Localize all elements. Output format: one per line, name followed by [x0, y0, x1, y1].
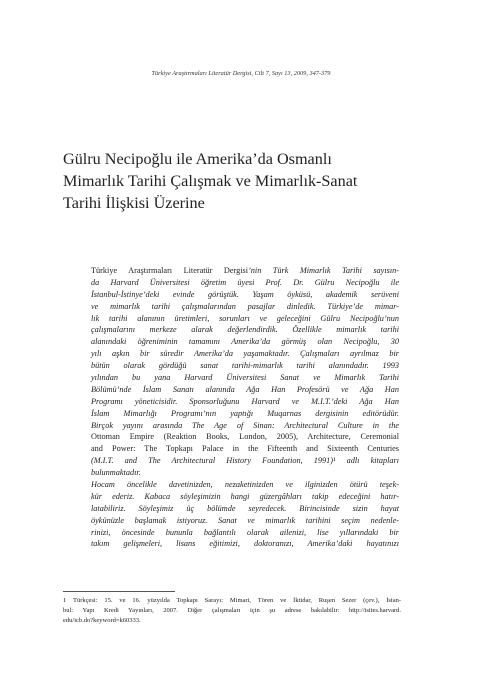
- body-line: alanındaki öğreniminin tamamını Amerika’da görmüş olan Necipoğlu, 30: [91, 337, 399, 347]
- title-line: Gülru Necipoğlu ile Amerika’da Osmanlı: [63, 150, 332, 168]
- body-line: and Power: The Topkapı Palace in the Fifteenth and Sixteenth Centuries: [91, 444, 399, 454]
- body-line: İslam Mimarlığı Programı’nın yaptığı Muqarnas dergisinin editörüdür.: [91, 408, 399, 418]
- body-line: İstanbul-İstinye’deki evinde görüştük. Yaşam öyküsü, akademik serüveni: [91, 289, 399, 299]
- journal-name: Türkiye Araştırmaları Literatür Dergisi: [91, 266, 249, 275]
- body-line: yılı aşkın bir süredir Amerika’da yaşamaktadır. Çalışmaları ayrılmaz bir: [91, 349, 399, 359]
- footnote-line: bul: Yapı Kredi Yayınları, 2007. Diğer çalışmaları için şu adrese bakılabilir: http://isites.harvard.: [63, 607, 401, 614]
- body-line: latabiliriz. Söyleşimiz üç bölümde seyredecek. Birincisinde sizin hayat: [91, 503, 399, 513]
- body-line-text: ’nin Türk Mimarlık Tarihi sayısın-: [248, 266, 399, 275]
- article-body: [91, 265, 399, 550]
- title-line: Mimarlık Tarihi Çalışmak ve Mimarlık-Sanat: [63, 172, 358, 190]
- body-line: Programı yöneticisidir. Sponsorluğunu Harvard ve M.I.T.’deki Ağa Han: [91, 396, 399, 406]
- body-line: Ottoman Empire (Reaktion Books, London, 2005), Architecture, Ceremonial: [91, 432, 399, 442]
- body-line: da Harvard Üniversitesi öğretim üyesi Prof. Dr. Gülru Necipoğlu ile: [91, 277, 399, 287]
- body-line: çalışmalarını merkeze alarak değerlendirdik. Özellikle mimarlık tarihi: [91, 325, 399, 335]
- footnote-line: edu/icb.do?keyword=k60333.: [63, 617, 141, 624]
- title-line: Tarihi İlişkisi Üzerine: [63, 194, 205, 212]
- body-line: takım gelişmeleri, lisans eğitimizi, doktoranızı, Amerika’daki hayatınızı: [91, 539, 399, 549]
- body-line: öykünüzle başlamak istiyoruz. Sanat ve mimarlık tarihini seçim nedenle-: [91, 515, 399, 525]
- body-line: ve mimarlık tarihi çalışmalarından pasajlar dinledik. Türkiye’de mimar-: [91, 301, 399, 311]
- body-line: rinizi, öncesinde bununla bağlantılı olarak ailenizi, lise yıllarındaki bir: [91, 527, 399, 537]
- body-line: kür ederiz. Kabaca söyleşimizin hangi güzergâhları takip edeceğini hatır-: [91, 491, 399, 501]
- body-line: Hocam öncelikle davetinizden, nezaketinizden ve ilginizden ötürü teşek-: [91, 480, 399, 490]
- article-title: [63, 148, 443, 214]
- running-header: Türkiye Araştırmaları Literatür Dergisi, Cilt 7, Sayı 13, 2009, 347-379: [151, 70, 331, 77]
- body-line: bulunmaktadır.: [91, 468, 141, 478]
- footnote: [63, 596, 401, 626]
- body-line: Birçok yayını arasında The Age of Sinan: Architectural Culture in the: [91, 420, 399, 430]
- body-line: [91, 265, 399, 277]
- body-line: bütün olarak gördüğü sanat tarihi-mimarlık tarihi alanındadır. 1993: [91, 361, 399, 371]
- footnote-line: 1 Türkçesi: 15. ve 16. yüzyılda Topkapı Sarayı: Mimari, Tören ve İktidar, Ruşen Sezer (çev.), İstan-: [63, 597, 401, 604]
- footnote-divider: [63, 591, 175, 592]
- body-line: lık tarihi alanının üretimleri, sorunları ve geleceğini Gülru Necipoğlu’nun: [91, 313, 399, 323]
- body-line: (M.I.T. and The Architectural History Foundation, 1991)¹ adlı kitapları: [91, 456, 399, 466]
- body-line: Bölümü’nde İslam Sanatı alanında Ağa Han Profesörü ve Ağa Han: [91, 384, 399, 394]
- body-line: yılından bu yana Harvard Üniversitesi Sanat ve Mimarlık Tarihi: [91, 373, 399, 383]
